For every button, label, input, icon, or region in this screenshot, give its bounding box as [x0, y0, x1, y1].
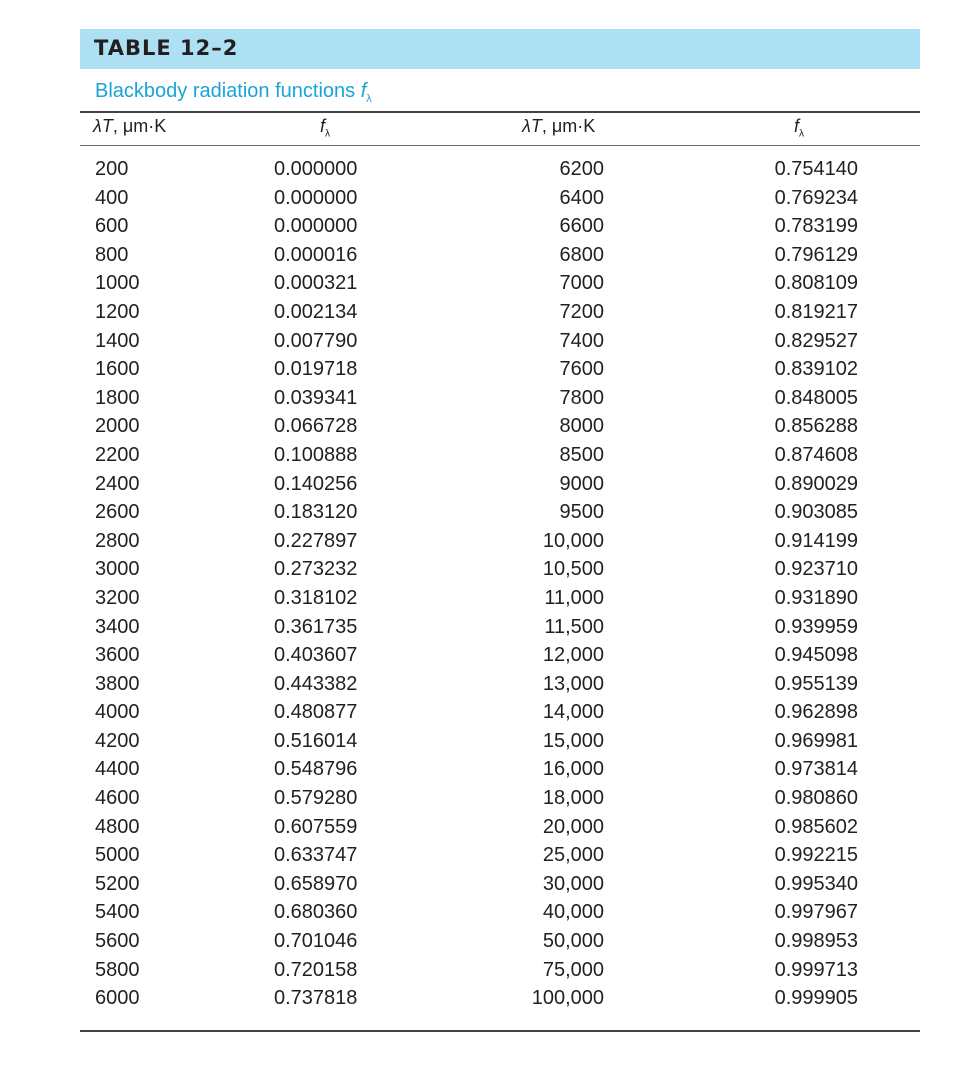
- lambda-t-right-cell: 12,000: [542, 644, 604, 667]
- f-lambda-right-cell: 0.931890: [774, 586, 858, 609]
- f-lambda-left-cell: 0.737818: [274, 987, 358, 1010]
- f-lambda-right-cell: 0.985602: [774, 815, 858, 838]
- table-row: [80, 870, 920, 899]
- caption-text: Blackbody radiation functions: [95, 80, 356, 102]
- f-lambda-left-cell: 0.066728: [274, 415, 358, 438]
- lambda-t-right-cell: 20,000: [542, 815, 604, 838]
- f-lambda-right-cell: 0.914199: [774, 529, 858, 552]
- lambda-t-right-cell: 6800: [559, 243, 604, 266]
- f-lambda-right-cell: 0.829527: [774, 329, 858, 352]
- lambda-t-left-cell: 2400: [95, 472, 140, 495]
- f-lambda-left-cell: 0.000000: [274, 215, 358, 238]
- table-body: [80, 155, 920, 1013]
- header-f-lambda-left: $f_\lambda$: [320, 116, 331, 140]
- f-lambda-left-cell: 0.480877: [274, 701, 358, 724]
- lambda-t-left-cell: 1600: [95, 358, 140, 381]
- f-lambda-right-cell: 0.999905: [774, 987, 858, 1010]
- f-lambda-left-cell: 0.019718: [274, 358, 358, 381]
- lambda-t-left-cell: 400: [95, 186, 129, 209]
- f-lambda-left-cell: 0.607559: [274, 815, 358, 838]
- top-rule: [80, 111, 920, 113]
- f-lambda-left-cell: 0.183120: [274, 501, 358, 524]
- header-lambda-t-left: λT, μm·K: [93, 116, 167, 136]
- table-row: [80, 412, 920, 441]
- lambda-t-right-cell: 16,000: [542, 758, 604, 781]
- lambda-t-left-cell: 1800: [95, 386, 140, 409]
- caption-subscript: λ: [366, 93, 372, 105]
- table-row: [80, 384, 920, 413]
- lambda-t-right-cell: 9000: [559, 472, 604, 495]
- table-row: [80, 470, 920, 499]
- lambda-t-left-cell: 800: [95, 243, 129, 266]
- lambda-t-left-cell: 4600: [95, 787, 140, 810]
- lambda-t-right-cell: 100,000: [531, 987, 604, 1010]
- f-lambda-right-cell: 0.856288: [774, 415, 858, 438]
- lambda-t-right-cell: 6200: [559, 158, 604, 180]
- lambda-t-right-cell: 10,500: [542, 558, 604, 581]
- lambda-t-left-cell: 5000: [95, 844, 140, 867]
- f-lambda-right-cell: 0.939959: [774, 615, 858, 638]
- lambda-t-right-cell: 11,000: [544, 586, 604, 609]
- f-lambda-left-cell: 0.403607: [274, 644, 358, 667]
- lambda-t-left-cell: 200: [95, 158, 129, 180]
- f-lambda-left-cell: 0.000321: [274, 272, 358, 295]
- f-lambda-right-cell: 0.819217: [774, 300, 858, 323]
- f-lambda-left-cell: 0.318102: [274, 586, 358, 609]
- table-row: [80, 613, 920, 642]
- table-row: [80, 727, 920, 756]
- table-row: [80, 956, 920, 985]
- table-row: [80, 698, 920, 727]
- lambda-t-left-cell: 5400: [95, 901, 140, 924]
- f-lambda-left-cell: 0.000000: [274, 186, 358, 209]
- f-lambda-right-cell: 0.848005: [774, 386, 858, 409]
- lambda-t-left-cell: 2800: [95, 529, 140, 552]
- f-lambda-right-cell: 0.980860: [774, 787, 858, 810]
- lambda-t-right-cell: 6400: [559, 186, 604, 209]
- f-lambda-right-cell: 0.945098: [774, 644, 858, 667]
- table-row: [80, 784, 920, 813]
- lambda-t-right-cell: 18,000: [542, 787, 604, 810]
- lambda-t-left-cell: 1200: [95, 300, 140, 323]
- f-lambda-left-cell: 0.548796: [274, 758, 358, 781]
- lambda-t-right-cell: 25,000: [542, 844, 604, 867]
- table-row: [80, 527, 920, 556]
- table-row: [80, 927, 920, 956]
- lambda-t-left-cell: 4000: [95, 701, 140, 724]
- bottom-rule: [80, 1030, 920, 1032]
- f-lambda-right-cell: 0.995340: [774, 872, 858, 895]
- f-lambda-left-cell: 0.273232: [274, 558, 358, 581]
- f-lambda-left-cell: 0.100888: [274, 443, 358, 466]
- f-lambda-left-cell: 0.443382: [274, 672, 358, 695]
- f-lambda-left-cell: 0.720158: [274, 958, 358, 981]
- lambda-t-left-cell: 4800: [95, 815, 140, 838]
- lambda-t-left-cell: 3800: [95, 672, 140, 695]
- table-row: [80, 355, 920, 384]
- lambda-t-right-cell: 7800: [559, 386, 604, 409]
- lambda-t-left-cell: 5600: [95, 930, 140, 953]
- table-row: [80, 441, 920, 470]
- table-row: [80, 269, 920, 298]
- lambda-t-right-cell: 6600: [559, 215, 604, 238]
- f-lambda-right-cell: 0.890029: [774, 472, 858, 495]
- f-lambda-left-cell: 0.633747: [274, 844, 358, 867]
- lambda-t-right-cell: 75,000: [542, 958, 604, 981]
- table-row: [80, 241, 920, 270]
- f-lambda-left-cell: 0.516014: [274, 729, 358, 752]
- f-lambda-left-cell: 0.140256: [274, 472, 358, 495]
- lambda-t-right-cell: 50,000: [542, 930, 604, 953]
- table-number: TABLE 12–2: [94, 36, 239, 60]
- lambda-t-right-cell: 40,000: [542, 901, 604, 924]
- f-lambda-right-cell: 0.992215: [774, 844, 858, 867]
- lambda-t-right-cell: 13,000: [542, 672, 604, 695]
- table-title-banner: [80, 29, 920, 69]
- f-lambda-right-cell: 0.874608: [774, 443, 858, 466]
- f-lambda-right-cell: 0.973814: [774, 758, 858, 781]
- f-lambda-right-cell: 0.839102: [774, 358, 858, 381]
- lambda-t-left-cell: 4200: [95, 729, 140, 752]
- f-lambda-right-cell: 0.769234: [774, 186, 858, 209]
- f-lambda-right-cell: 0.955139: [774, 672, 858, 695]
- f-lambda-left-cell: 0.000016: [274, 243, 358, 266]
- f-lambda-left-cell: 0.227897: [274, 529, 358, 552]
- lambda-t-left-cell: 1000: [95, 272, 140, 295]
- f-lambda-left-cell: 0.680360: [274, 901, 358, 924]
- lambda-t-right-cell: 8000: [559, 415, 604, 438]
- lambda-t-right-cell: 7400: [559, 329, 604, 352]
- lambda-t-left-cell: 3400: [95, 615, 140, 638]
- f-lambda-right-cell: 0.969981: [774, 729, 858, 752]
- table-row: [80, 898, 920, 927]
- table-row: [80, 155, 920, 184]
- f-lambda-left-cell: 0.000000: [274, 158, 358, 180]
- lambda-t-right-cell: 7600: [559, 358, 604, 381]
- f-lambda-right-cell: 0.999713: [774, 958, 858, 981]
- f-lambda-left-cell: 0.039341: [274, 386, 358, 409]
- f-lambda-left-cell: 0.007790: [274, 329, 358, 352]
- lambda-t-right-cell: 11,500: [544, 615, 604, 638]
- table-row: [80, 298, 920, 327]
- f-lambda-left-cell: 0.361735: [274, 615, 358, 638]
- f-lambda-right-cell: 0.962898: [774, 701, 858, 724]
- lambda-t-right-cell: 14,000: [542, 701, 604, 724]
- table-row: [80, 670, 920, 699]
- table-row: [80, 755, 920, 784]
- lambda-t-right-cell: 8500: [559, 443, 604, 466]
- lambda-t-left-cell: 5200: [95, 872, 140, 895]
- table-row: [80, 841, 920, 870]
- lambda-t-right-cell: 7200: [559, 300, 604, 323]
- table-row: [80, 327, 920, 356]
- lambda-t-left-cell: 3600: [95, 644, 140, 667]
- lambda-t-left-cell: 1400: [95, 329, 140, 352]
- lambda-t-left-cell: 2600: [95, 501, 140, 524]
- f-lambda-right-cell: 0.903085: [774, 501, 858, 524]
- header-lambda-t-right: λT, μm·K: [522, 116, 596, 136]
- header-rule: [80, 145, 920, 146]
- lambda-t-right-cell: 30,000: [542, 872, 604, 895]
- table-row: [80, 498, 920, 527]
- f-lambda-right-cell: 0.808109: [774, 272, 858, 295]
- lambda-t-left-cell: 2000: [95, 415, 140, 438]
- lambda-t-left-cell: 600: [95, 215, 129, 238]
- table-row: [80, 641, 920, 670]
- f-lambda-right-cell: 0.997967: [774, 901, 858, 924]
- table-row: [80, 584, 920, 613]
- lambda-t-right-cell: 10,000: [542, 529, 604, 552]
- lambda-t-left-cell: 2200: [95, 443, 140, 466]
- f-lambda-right-cell: 0.923710: [774, 558, 858, 581]
- f-lambda-left-cell: 0.658970: [274, 872, 358, 895]
- f-lambda-left-cell: 0.002134: [274, 300, 358, 323]
- lambda-t-right-cell: 7000: [559, 272, 604, 295]
- table-row: [80, 212, 920, 241]
- f-lambda-right-cell: 0.754140: [774, 158, 858, 180]
- table-caption: [95, 80, 372, 105]
- lambda-t-left-cell: 3000: [95, 558, 140, 581]
- table-row: [80, 184, 920, 213]
- lambda-t-left-cell: 6000: [95, 987, 140, 1010]
- f-lambda-right-cell: 0.796129: [774, 243, 858, 266]
- f-lambda-right-cell: 0.783199: [774, 215, 858, 238]
- f-lambda-left-cell: 0.579280: [274, 787, 358, 810]
- lambda-t-left-cell: 3200: [95, 586, 140, 609]
- header-f-lambda-right: $f_\lambda$: [794, 116, 805, 140]
- lambda-t-right-cell: 15,000: [542, 729, 604, 752]
- table-row: [80, 813, 920, 842]
- table-row: [80, 984, 920, 1013]
- lambda-t-right-cell: 9500: [559, 501, 604, 524]
- f-lambda-right-cell: 0.998953: [774, 930, 858, 953]
- lambda-t-left-cell: 4400: [95, 758, 140, 781]
- caption-symbol: f: [360, 80, 367, 102]
- lambda-t-left-cell: 5800: [95, 958, 140, 981]
- f-lambda-left-cell: 0.701046: [274, 930, 358, 953]
- table-row: [80, 555, 920, 584]
